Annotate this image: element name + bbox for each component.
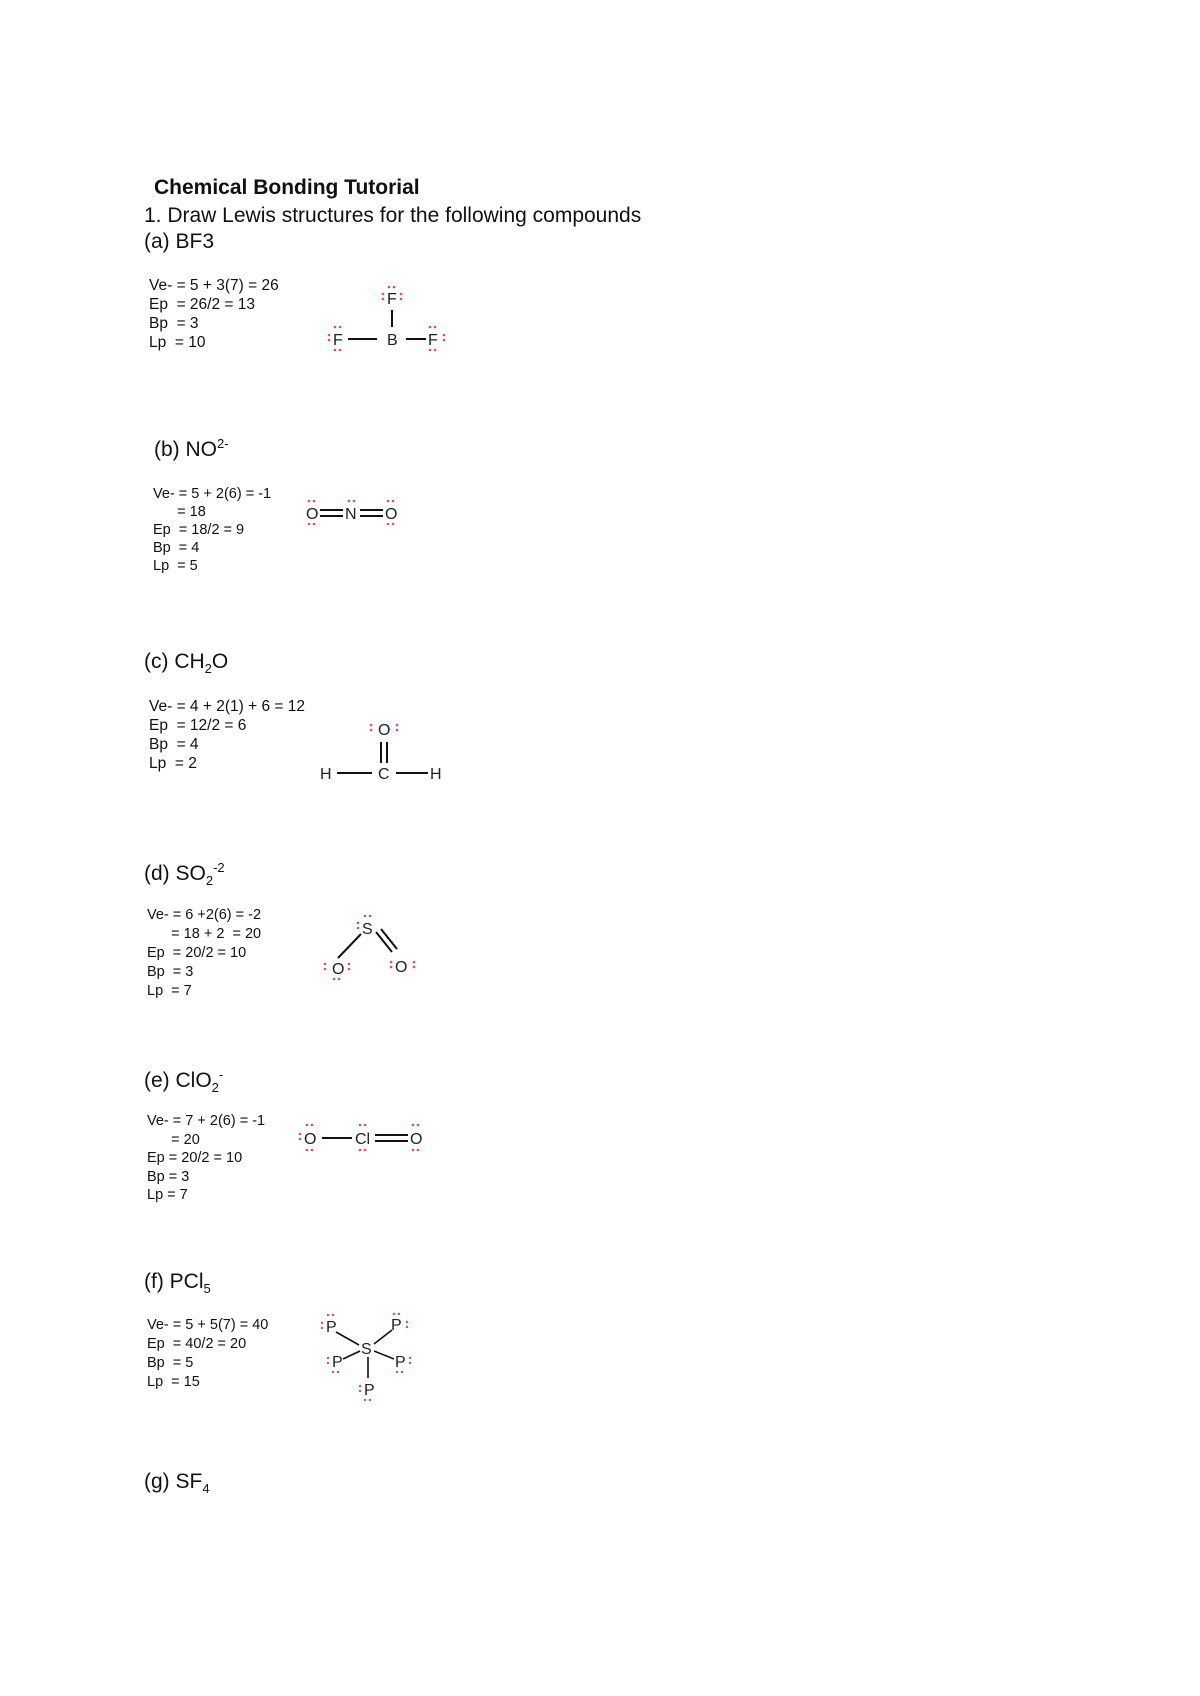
so2-lewis-structure [320,912,430,982]
part-f-label [144,1270,211,1296]
calc-line: = 18 + 2 = 20 [147,926,262,942]
atom-h-right: H [430,766,442,783]
label-text: (f) PCl [144,1270,204,1293]
part-c-label [144,650,228,676]
atom-p-upper-left: P [326,1319,337,1336]
label-text: (e) ClO [144,1069,212,1092]
label-charge: -2 [213,860,225,875]
calc-line: Lp = 2 [149,755,197,772]
part-e-calculation [147,1112,265,1205]
calc-line: Lp = 7 [147,983,192,999]
part-f-calculation [147,1316,268,1392]
part-a-label: (a) BF3 [144,230,215,253]
question-text: 1. Draw Lewis structures for the following compounds [144,204,642,227]
calc-line: Ve- = 6 +2(6) = -2 [147,907,262,923]
calc-line: Lp = 7 [147,1187,188,1203]
atom-o-left: O [332,961,345,978]
atom-o-right: O [410,1131,423,1148]
atom-o-top: O [378,722,391,739]
label-subscript: 2 [204,661,212,677]
calc-line: Ep = 20/2 = 10 [147,1150,243,1166]
atom-o-right: O [395,959,408,976]
calc-line: Ep = 40/2 = 20 [147,1336,247,1352]
part-a-calculation [149,276,279,352]
calc-line: Ve- = 7 + 2(6) = -1 [147,1113,266,1129]
calc-line: Bp = 4 [149,736,199,753]
calc-line: Lp = 5 [153,558,198,574]
part-g-label [144,1470,210,1496]
label-text: (b) NO [154,438,217,461]
calc-line: Bp = 3 [149,315,199,332]
part-d-calculation [147,906,261,1001]
atom-n-center: N [345,506,357,523]
atom-o-left: O [306,506,319,523]
calc-line: Ve- = 5 + 2(6) = -1 [153,486,272,502]
atom-s-center: S [362,921,373,938]
bf3-lewis-structure [320,280,460,360]
no2-lewis-structure [300,496,410,536]
calc-line: Bp = 3 [147,1168,190,1185]
part-d-label [144,860,225,888]
calc-line: Ve- = 5 + 5(7) = 40 [147,1317,269,1333]
calc-line: Ep = 26/2 = 13 [149,296,256,313]
part-e-label [144,1067,223,1095]
clo2-lewis-structure [298,1120,438,1160]
label-charge: 2- [217,436,229,451]
calc-line: Bp = 5 [147,1355,194,1371]
atom-cl-center: Cl [355,1131,371,1148]
atom-c-center: C [378,766,390,783]
calc-line: Lp = 10 [149,334,206,351]
atom-p-left: P [332,1354,343,1371]
calc-line: Lp = 15 [147,1374,200,1390]
document-title: Chemical Bonding Tutorial [154,176,420,199]
atom-o-right: O [385,506,398,523]
atom-h-left: H [320,766,332,783]
label-text: (g) SF [144,1470,203,1493]
atom-f-top: F [387,291,397,308]
calc-line: Bp = 3 [147,964,194,980]
atom-b-center: B [387,332,398,349]
calc-line: Ep = 18/2 = 9 [153,522,245,538]
label-text: (c) CH [144,650,205,673]
atom-p-upper-right: P [391,1317,402,1334]
atom-p-bottom: P [364,1382,375,1399]
calc-line: Bp = 4 [153,540,200,556]
calc-line: = 18 [153,504,206,520]
calc-line: Ep = 20/2 = 10 [147,945,247,961]
calc-line: Ve- = 4 + 2(1) + 6 = 12 [149,698,305,715]
calc-line: = 20 [147,1131,200,1148]
part-c-calculation [149,697,305,773]
atom-f-left: F [333,332,343,349]
label-subscript: 5 [203,1281,211,1297]
atom-f-right: F [428,332,438,349]
label-text-end: O [211,650,229,673]
label-charge: - [218,1067,224,1082]
ch2o-lewis-structure [315,712,455,792]
pcl5-lewis-structure [318,1312,418,1402]
label-text: (d) SO [144,862,206,885]
part-b-calculation [153,485,271,575]
atom-s-center: S [361,1341,372,1358]
atom-p-right: P [395,1354,406,1371]
atom-o-left: O [304,1131,317,1148]
label-subscript: 4 [202,1481,210,1497]
calc-line: Ep = 12/2 = 6 [149,717,247,734]
calc-line: Ve- = 5 + 3(7) = 26 [149,277,279,294]
part-b-label [154,436,229,462]
label-subscript: 2 [211,1080,219,1096]
label-subscript: 2 [205,873,214,889]
